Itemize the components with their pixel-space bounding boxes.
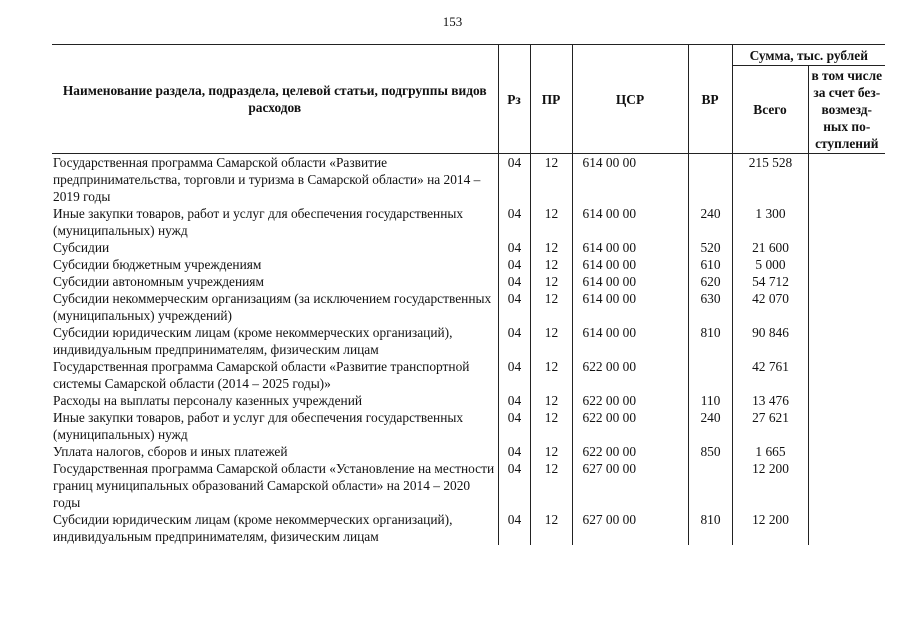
- header-csr: ЦСР: [572, 45, 688, 154]
- row-free: [808, 239, 885, 256]
- row-free: [808, 443, 885, 460]
- header-pr: ПР: [530, 45, 572, 154]
- row-total: 90 846: [732, 324, 808, 358]
- table-row: [52, 358, 885, 392]
- row-csr: 627 00 00: [572, 460, 688, 511]
- row-free: [808, 358, 885, 392]
- row-vr: 810: [688, 324, 732, 358]
- row-pr: 12: [530, 205, 572, 239]
- row-pr: 12: [530, 409, 572, 443]
- row-total: 27 621: [732, 409, 808, 443]
- table-row: [52, 256, 885, 273]
- row-name: Государственная программа Самарской области «Развитие транспортной системы Самарской области (2014 – 2025 годы)»: [52, 358, 498, 392]
- row-rz: 04: [498, 392, 530, 409]
- row-rz: 04: [498, 324, 530, 358]
- table-row: [52, 154, 885, 206]
- row-csr: 622 00 00: [572, 409, 688, 443]
- table-row: [52, 443, 885, 460]
- row-name: Государственная программа Самарской области «Развитие предпринимательства, торговли и туризма в Самарской области» на 2014 – 2019 годы: [52, 154, 498, 206]
- row-name: Субсидии некоммерческим организациям (за исключением государственных (муниципальных) учреждений): [52, 290, 498, 324]
- row-pr: 12: [530, 324, 572, 358]
- header-total: Всего: [732, 66, 808, 154]
- row-total: 12 200: [732, 460, 808, 511]
- row-free: [808, 273, 885, 290]
- row-name: Уплата налогов, сборов и иных платежей: [52, 443, 498, 460]
- row-rz: 04: [498, 443, 530, 460]
- budget-table: [52, 44, 885, 545]
- row-rz: 04: [498, 256, 530, 273]
- row-vr: 810: [688, 511, 732, 545]
- row-vr: 630: [688, 290, 732, 324]
- table-row: [52, 392, 885, 409]
- row-csr: 614 00 00: [572, 273, 688, 290]
- row-vr: [688, 460, 732, 511]
- row-vr: 520: [688, 239, 732, 256]
- row-rz: 04: [498, 358, 530, 392]
- row-pr: 12: [530, 273, 572, 290]
- row-total: 1 665: [732, 443, 808, 460]
- row-csr: 622 00 00: [572, 443, 688, 460]
- row-pr: 12: [530, 392, 572, 409]
- table-row: [52, 511, 885, 545]
- row-csr: 614 00 00: [572, 154, 688, 206]
- row-rz: 04: [498, 239, 530, 256]
- row-name: Субсидии юридическим лицам (кроме некоммерческих организаций), индивидуальным предпринимателям, физическим лицам: [52, 511, 498, 545]
- row-vr: 850: [688, 443, 732, 460]
- row-total: 54 712: [732, 273, 808, 290]
- row-pr: 12: [530, 460, 572, 511]
- row-pr: 12: [530, 256, 572, 273]
- row-vr: [688, 154, 732, 206]
- row-csr: 614 00 00: [572, 290, 688, 324]
- row-rz: 04: [498, 273, 530, 290]
- row-free: [808, 205, 885, 239]
- row-name: Субсидии юридическим лицам (кроме некоммерческих организаций), индивидуальным предпринимателям, физическим лицам: [52, 324, 498, 358]
- row-total: 1 300: [732, 205, 808, 239]
- row-name: Иные закупки товаров, работ и услуг для обеспечения государственных (муниципальных) нужд: [52, 205, 498, 239]
- header-sum: Сумма, тыс. рублей: [732, 45, 885, 66]
- row-rz: 04: [498, 511, 530, 545]
- row-name: Субсидии бюджетным учреждениям: [52, 256, 498, 273]
- row-total: 5 000: [732, 256, 808, 273]
- row-free: [808, 460, 885, 511]
- table-row: [52, 290, 885, 324]
- row-rz: 04: [498, 205, 530, 239]
- row-name: Субсидии: [52, 239, 498, 256]
- row-pr: 12: [530, 511, 572, 545]
- row-csr: 614 00 00: [572, 205, 688, 239]
- header-rz: Рз: [498, 45, 530, 154]
- header-free: в том числе за счет без-возмезд-ных по-ступлений: [808, 66, 885, 154]
- row-name: Государственная программа Самарской области «Установление на местности границ муниципальных образований Самарской области» на 2014 – 2020 годы: [52, 460, 498, 511]
- row-vr: [688, 358, 732, 392]
- row-total: 215 528: [732, 154, 808, 206]
- row-csr: 614 00 00: [572, 324, 688, 358]
- row-free: [808, 256, 885, 273]
- table-row: [52, 239, 885, 256]
- table-row: [52, 205, 885, 239]
- row-rz: 04: [498, 409, 530, 443]
- row-pr: 12: [530, 290, 572, 324]
- row-total: 42 761: [732, 358, 808, 392]
- row-free: [808, 409, 885, 443]
- row-total: 21 600: [732, 239, 808, 256]
- row-csr: 622 00 00: [572, 392, 688, 409]
- row-csr: 627 00 00: [572, 511, 688, 545]
- row-name: Субсидии автономным учреждениям: [52, 273, 498, 290]
- table-header: [52, 45, 885, 154]
- header-vr: ВР: [688, 45, 732, 154]
- header-name: Наименование раздела, подраздела, целевой статьи, подгруппы видов расходов: [52, 45, 498, 154]
- row-free: [808, 324, 885, 358]
- row-total: 42 070: [732, 290, 808, 324]
- row-pr: 12: [530, 154, 572, 206]
- row-name: Расходы на выплаты персоналу казенных учреждений: [52, 392, 498, 409]
- row-rz: 04: [498, 290, 530, 324]
- row-csr: 614 00 00: [572, 256, 688, 273]
- table-row: [52, 273, 885, 290]
- row-rz: 04: [498, 154, 530, 206]
- row-csr: 622 00 00: [572, 358, 688, 392]
- row-pr: 12: [530, 358, 572, 392]
- row-csr: 614 00 00: [572, 239, 688, 256]
- row-vr: 610: [688, 256, 732, 273]
- table-row: [52, 324, 885, 358]
- row-vr: 240: [688, 205, 732, 239]
- row-free: [808, 392, 885, 409]
- page-number: 153: [442, 14, 463, 29]
- row-total: 12 200: [732, 511, 808, 545]
- row-free: [808, 511, 885, 545]
- row-name: Иные закупки товаров, работ и услуг для обеспечения государственных (муниципальных) нужд: [52, 409, 498, 443]
- row-vr: 620: [688, 273, 732, 290]
- table-body: [52, 154, 885, 546]
- row-free: [808, 154, 885, 206]
- row-total: 13 476: [732, 392, 808, 409]
- row-pr: 12: [530, 239, 572, 256]
- row-pr: 12: [530, 443, 572, 460]
- row-free: [808, 290, 885, 324]
- row-vr: 240: [688, 409, 732, 443]
- table-row: [52, 460, 885, 511]
- row-vr: 110: [688, 392, 732, 409]
- row-rz: 04: [498, 460, 530, 511]
- table-row: [52, 409, 885, 443]
